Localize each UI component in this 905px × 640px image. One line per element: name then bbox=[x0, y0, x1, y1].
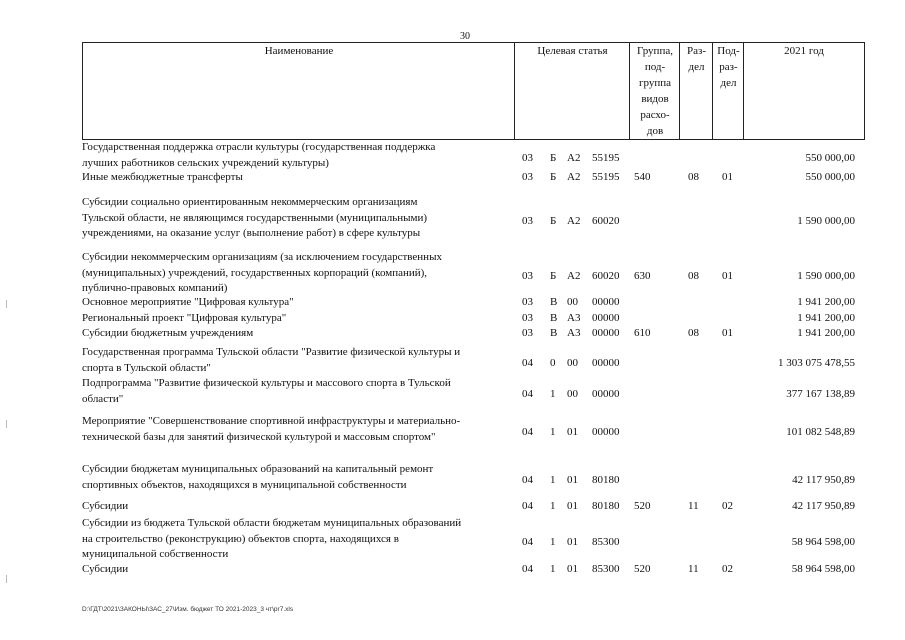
target-code-event: 00 bbox=[567, 296, 578, 308]
target-code-program: 03 bbox=[522, 214, 533, 227]
target-code-program: 04 bbox=[522, 425, 533, 438]
table-row bbox=[82, 376, 863, 407]
expense-group: 630 bbox=[634, 269, 651, 282]
row-name-line: Субсидии бюджетным учреждениям bbox=[82, 327, 254, 339]
section-code: 08 bbox=[688, 327, 699, 339]
target-code-subprogram: В bbox=[550, 312, 558, 324]
row-name-line: Субсидии из бюджета Тульской области бюджетам муниципальных образований bbox=[82, 517, 462, 529]
expense-group: 520 bbox=[634, 563, 651, 575]
target-code-subprogram: 1 bbox=[550, 425, 556, 438]
table-row bbox=[82, 250, 863, 297]
target-code-direction: 00000 bbox=[592, 296, 620, 308]
table-row bbox=[82, 345, 863, 376]
target-code-program: 03 bbox=[522, 312, 533, 324]
row-name bbox=[82, 516, 514, 563]
target-code-subprogram: В bbox=[550, 296, 558, 308]
section-code: 08 bbox=[688, 171, 699, 183]
row-name-line: (муниципальных) учреждений, государственных корпораций (компаний), bbox=[82, 266, 428, 279]
target-code-event: А2 bbox=[567, 214, 581, 227]
target-code-event: 00 bbox=[567, 356, 578, 369]
target-code-subprogram: Б bbox=[550, 214, 557, 227]
row-name bbox=[82, 499, 514, 515]
table-row bbox=[82, 462, 863, 493]
target-code-program: 04 bbox=[522, 563, 533, 575]
target-code-direction: 00000 bbox=[592, 312, 620, 324]
amount-2021: 1 941 200,00 bbox=[797, 312, 855, 324]
row-name-line: Мероприятие "Совершенствование спортивной инфраструктуры и материально- bbox=[82, 415, 461, 427]
target-code-event: А3 bbox=[567, 312, 581, 324]
amount-2021: 1 941 200,00 bbox=[797, 327, 855, 339]
target-code-subprogram: Б bbox=[550, 151, 557, 164]
row-name-line: Государственная программа Тульской области "Развитие физической культуры и bbox=[82, 346, 461, 358]
target-code-direction: 00000 bbox=[592, 327, 620, 339]
target-code-subprogram: Б bbox=[550, 171, 557, 183]
target-code-subprogram: В bbox=[550, 327, 558, 339]
amount-2021: 101 082 548,89 bbox=[786, 425, 855, 438]
expense-group: 610 bbox=[634, 327, 651, 339]
row-name-line: Субсидии бюджетам муниципальных образований на капитальный ремонт bbox=[82, 463, 434, 475]
amount-2021: 42 117 950,89 bbox=[792, 473, 855, 486]
row-name bbox=[82, 295, 514, 311]
file-path-footer: D:\ГДТ\2021\ЗАКОНЫ\ЗАС_27\Изм. бюджет ТО 2021-2023_3 чт\pr7.xls bbox=[82, 606, 294, 613]
table-row bbox=[82, 499, 863, 515]
target-code-direction: 00000 bbox=[592, 387, 620, 400]
amount-2021: 377 167 138,89 bbox=[786, 387, 855, 400]
header-name: Наименование bbox=[82, 42, 515, 140]
row-name-line: Региональный проект "Цифровая культура" bbox=[82, 312, 287, 324]
header-expense-group: Группа, под- группа видов расхо- дов bbox=[629, 42, 680, 140]
table-row bbox=[82, 311, 863, 327]
target-code-direction: 85300 bbox=[592, 563, 620, 575]
row-name bbox=[82, 562, 514, 578]
target-code-event: 01 bbox=[567, 563, 578, 575]
target-code-event: 01 bbox=[567, 500, 578, 512]
row-name-line: лучших работников сельских учреждений культуры) bbox=[82, 156, 329, 169]
row-name-line: Иные межбюджетные трансферты bbox=[82, 171, 243, 183]
table-row bbox=[82, 295, 863, 311]
row-name-line: Подпрограмма "Развитие физической культуры и массового спорта в Тульской bbox=[82, 377, 451, 389]
target-code-event: А2 bbox=[567, 171, 581, 183]
target-code-program: 03 bbox=[522, 151, 533, 164]
section-code: 11 bbox=[688, 563, 699, 575]
row-name-line: спортивных объектов, находящихся в муниципальной собственности bbox=[82, 478, 407, 491]
row-name-line: Субсидии bbox=[82, 500, 129, 512]
amount-2021: 1 590 000,00 bbox=[797, 214, 855, 227]
target-code-program: 04 bbox=[522, 387, 533, 400]
page-number: 30 bbox=[460, 31, 470, 42]
target-code-direction: 00000 bbox=[592, 425, 620, 438]
row-name-line: Субсидии некоммерческим организациям (за исключением государственных bbox=[82, 251, 442, 263]
row-name bbox=[82, 345, 514, 376]
margin-mark bbox=[6, 575, 7, 583]
row-name-line: Государственная поддержка отрасли культуры (государственная поддержка bbox=[82, 141, 436, 153]
target-code-direction: 55195 bbox=[592, 171, 620, 183]
table-row bbox=[82, 516, 863, 563]
header-subsection: Под- раз- дел bbox=[712, 42, 744, 140]
row-name bbox=[82, 311, 514, 327]
row-name bbox=[82, 250, 514, 297]
target-code-program: 04 bbox=[522, 535, 533, 548]
row-name bbox=[82, 195, 514, 242]
table-row bbox=[82, 195, 863, 242]
target-code-subprogram: 0 bbox=[550, 356, 556, 369]
target-code-program: 03 bbox=[522, 269, 533, 282]
amount-2021: 42 117 950,89 bbox=[792, 500, 855, 512]
table-row bbox=[82, 562, 863, 578]
target-code-direction: 55195 bbox=[592, 151, 620, 164]
target-code-event: 00 bbox=[567, 387, 578, 400]
expense-group: 540 bbox=[634, 171, 651, 183]
subsection-code: 02 bbox=[722, 500, 733, 512]
target-code-subprogram: Б bbox=[550, 269, 557, 282]
header-section: Раз- дел bbox=[679, 42, 713, 140]
table-row bbox=[82, 326, 863, 342]
target-code-program: 03 bbox=[522, 296, 533, 308]
target-code-subprogram: 1 bbox=[550, 473, 556, 486]
row-name bbox=[82, 326, 514, 342]
section-code: 08 bbox=[688, 269, 699, 282]
table-row bbox=[82, 170, 863, 186]
expense-group: 520 bbox=[634, 500, 651, 512]
target-code-subprogram: 1 bbox=[550, 535, 556, 548]
row-name bbox=[82, 376, 514, 407]
target-code-event: А3 bbox=[567, 327, 581, 339]
amount-2021: 58 964 598,00 bbox=[791, 563, 855, 575]
margin-mark bbox=[6, 300, 7, 308]
target-code-direction: 85300 bbox=[592, 535, 620, 548]
target-code-direction: 80180 bbox=[592, 473, 620, 486]
target-code-event: 01 bbox=[567, 535, 578, 548]
target-code-program: 04 bbox=[522, 500, 533, 512]
row-name-line: Тульской области, не являющимся государственными (муниципальными) bbox=[82, 211, 428, 224]
amount-2021: 550 000,00 bbox=[805, 151, 855, 164]
row-name-line: Основное мероприятие "Цифровая культура" bbox=[82, 296, 294, 308]
amount-2021: 1 590 000,00 bbox=[797, 269, 855, 282]
row-name-line: Субсидии bbox=[82, 563, 129, 575]
subsection-code: 01 bbox=[722, 269, 733, 282]
header-year-2021: 2021 год bbox=[743, 42, 865, 140]
target-code-subprogram: 1 bbox=[550, 387, 556, 400]
target-code-program: 03 bbox=[522, 171, 533, 183]
target-code-program: 04 bbox=[522, 356, 533, 369]
row-name-line: муниципальной собственности bbox=[82, 548, 229, 560]
row-name-line: Субсидии социально ориентированным некоммерческим организациям bbox=[82, 196, 418, 208]
subsection-code: 02 bbox=[722, 563, 733, 575]
target-code-event: А2 bbox=[567, 151, 581, 164]
row-name-line: спорта в Тульской области" bbox=[82, 361, 211, 374]
row-name-line: на строительство (реконструкцию) объектов спорта, находящихся в bbox=[82, 532, 399, 545]
row-name bbox=[82, 462, 514, 493]
target-code-event: 01 bbox=[567, 425, 578, 438]
section-code: 11 bbox=[688, 500, 699, 512]
header-target-article: Целевая статья bbox=[514, 42, 630, 140]
subsection-code: 01 bbox=[722, 171, 733, 183]
target-code-event: А2 bbox=[567, 269, 581, 282]
amount-2021: 58 964 598,00 bbox=[791, 535, 855, 548]
table-row bbox=[82, 140, 863, 171]
target-code-program: 04 bbox=[522, 473, 533, 486]
row-name-line: публично-правовых компаний) bbox=[82, 282, 228, 294]
table-row bbox=[82, 414, 863, 445]
row-name-line: технической базы для занятий физической культурой и массовым спортом" bbox=[82, 430, 436, 443]
target-code-direction: 60020 bbox=[592, 214, 620, 227]
target-code-direction: 00000 bbox=[592, 356, 620, 369]
row-name bbox=[82, 414, 514, 445]
amount-2021: 1 941 200,00 bbox=[797, 296, 855, 308]
amount-2021: 550 000,00 bbox=[805, 171, 855, 183]
row-name bbox=[82, 170, 514, 186]
row-name-line: учреждениями, на оказание услуг (выполнение работ) в сфере культуры bbox=[82, 227, 421, 239]
margin-mark bbox=[6, 420, 7, 428]
target-code-subprogram: 1 bbox=[550, 563, 556, 575]
target-code-direction: 60020 bbox=[592, 269, 620, 282]
row-name-line: области" bbox=[82, 392, 124, 405]
target-code-program: 03 bbox=[522, 327, 533, 339]
target-code-direction: 80180 bbox=[592, 500, 620, 512]
subsection-code: 01 bbox=[722, 327, 733, 339]
target-code-event: 01 bbox=[567, 473, 578, 486]
amount-2021: 1 303 075 478,55 bbox=[778, 356, 855, 369]
target-code-subprogram: 1 bbox=[550, 500, 556, 512]
row-name bbox=[82, 140, 514, 171]
